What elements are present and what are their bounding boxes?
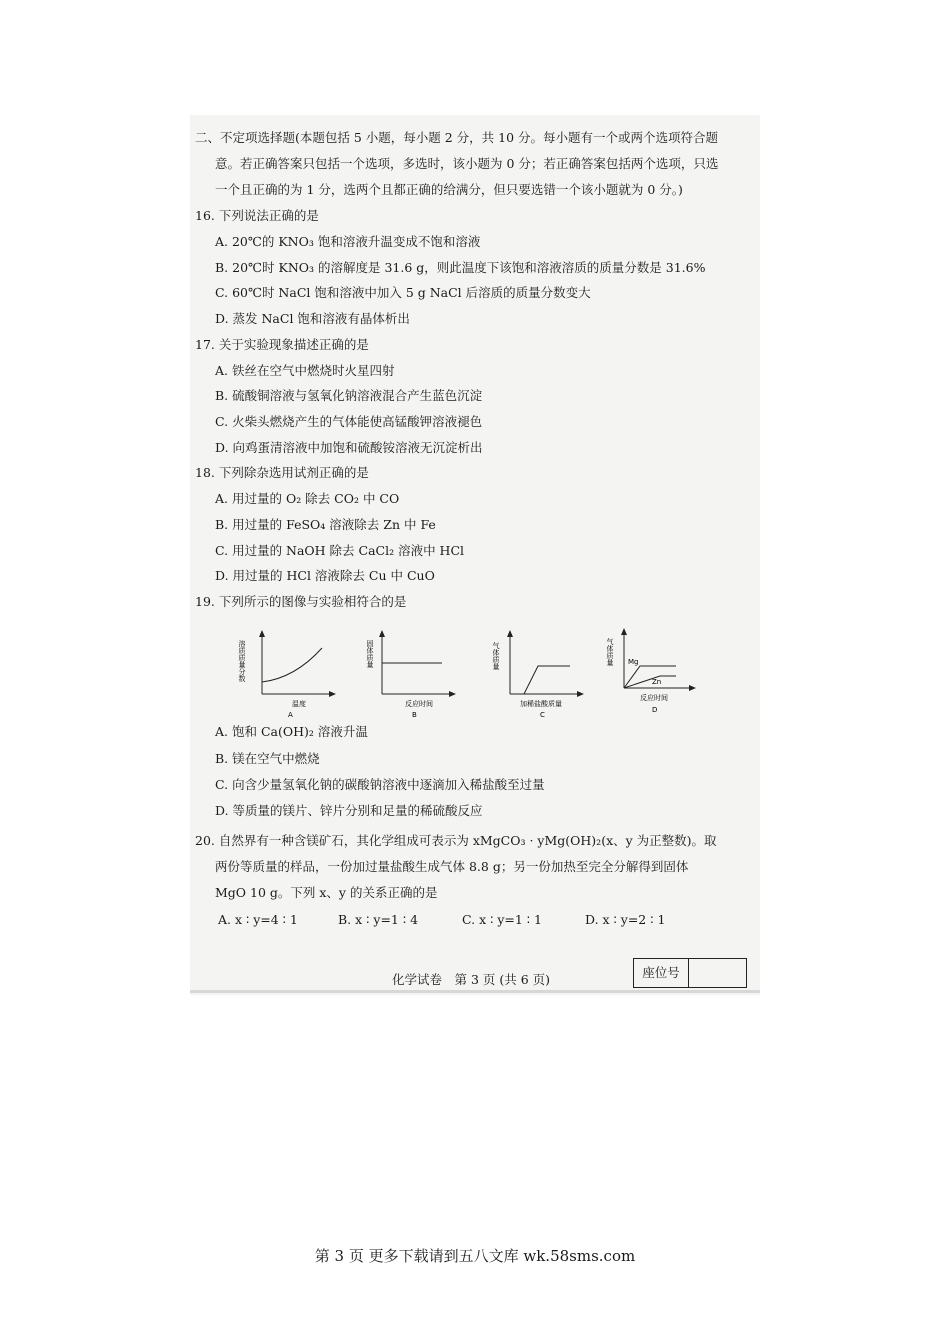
question-16-option-a: A. 20℃的 KNO₃ 饱和溶液升温变成不饱和溶液 (215, 234, 481, 249)
download-footer: 第 3 页 更多下载请到五八文库 wk.58sms.com (314, 1247, 636, 1265)
question-17-option-c: C. 火柴头燃烧产生的气体能使高锰酸钾溶液褪色 (215, 414, 483, 429)
question-17-option-b: B. 硫酸铜溶液与氢氧化钠溶液混合产生蓝色沉淀 (215, 388, 483, 403)
question-18-option-c: C. 用过量的 NaOH 除去 CaCl₂ 溶液中 HCl (215, 543, 465, 558)
section-instructions-line-2: 意。若正确答案只包括一个选项，多选时，该小题为 0 分；若正确答案包括两个选项，只选 (215, 156, 719, 171)
graph-d-series-mg: Mg (628, 658, 639, 666)
graph-d-xlabel: 反应时间 (640, 694, 668, 702)
graph-b (366, 630, 456, 719)
question-20-option-a: A. x ∶ y=4 ∶ 1 (218, 912, 298, 927)
graph-c (492, 630, 584, 719)
graph-a-caption: A (288, 711, 293, 719)
question-18-option-b: B. 用过量的 FeSO₄ 溶液除去 Zn 中 Fe (215, 517, 436, 532)
question-16-option-c: C. 60℃时 NaCl 饱和溶液中加入 5 g NaCl 后溶质的质量分数变大 (215, 285, 591, 300)
graph-b-xlabel: 反应时间 (405, 700, 433, 708)
graph-c-xlabel: 加稀盐酸质量 (520, 700, 562, 708)
question-16-stem: 16. 下列说法正确的是 (195, 208, 319, 223)
question-19-stem: 19. 下列所示的图像与实验相符合的是 (195, 594, 407, 609)
question-20-line-2: 两份等质量的样品，一份加过量盐酸生成气体 8.8 g；另一份加热至完全分解得到固体 (215, 859, 689, 874)
question-20-option-d: D. x ∶ y=2 ∶ 1 (585, 912, 666, 927)
exam-page-footer: 化学试卷 第 3 页 (共 6 页) (392, 972, 551, 987)
graph-a-ylabel: 溶质质量分数 (238, 640, 246, 682)
question-18-option-a: A. 用过量的 O₂ 除去 CO₂ 中 CO (215, 491, 400, 506)
graph-d (606, 628, 696, 714)
section-instructions-line-1: 二、不定项选择题(本题包括 5 小题，每小题 2 分，共 10 分。每小题有一个或两个选项符合题 (195, 130, 719, 145)
question-18-option-d: D. 用过量的 HCl 溶液除去 Cu 中 CuO (215, 568, 435, 583)
seat-number-label: 座位号 (634, 959, 689, 987)
question-19-option-c: C. 向含少量氢氧化钠的碳酸钠溶液中逐滴加入稀盐酸至过量 (215, 777, 545, 792)
question-19-option-d: D. 等质量的镁片、锌片分别和足量的稀硫酸反应 (215, 803, 483, 818)
graph-d-ylabel: 气体质量 (606, 638, 614, 666)
question-20-option-c: C. x ∶ y=1 ∶ 1 (462, 912, 542, 927)
graph-a-curve (262, 648, 322, 682)
question-17-option-a: A. 铁丝在空气中燃烧时火星四射 (215, 363, 395, 378)
question-16-option-d: D. 蒸发 NaCl 饱和溶液有晶体析出 (215, 311, 410, 326)
graph-d-caption: D (652, 706, 658, 714)
graph-a-xlabel: 温度 (292, 700, 306, 708)
graph-a (238, 630, 336, 719)
question-18-stem: 18. 下列除杂选用试剂正确的是 (195, 465, 369, 480)
graph-b-caption: B (412, 711, 417, 719)
question-20-option-b: B. x ∶ y=1 ∶ 4 (338, 912, 419, 927)
graph-d-mg-line (624, 666, 676, 688)
graph-c-caption: C (540, 711, 545, 719)
question-20-line-3: MgO 10 g。下列 x、y 的关系正确的是 (215, 885, 438, 900)
question-19-option-a: A. 饱和 Ca(OH)₂ 溶液升温 (215, 724, 368, 739)
graph-c-line (510, 666, 570, 694)
question-17-stem: 17. 关于实验现象描述正确的是 (195, 337, 369, 352)
graph-d-series-zn: Zn (652, 678, 662, 686)
page-bottom-rule (190, 990, 760, 993)
question-20-line-1: 20. 自然界有一种含镁矿石，其化学组成可表示为 xMgCO₃ · yMg(OH)₂(x、y 为正整数)。取 (195, 833, 717, 848)
question-19-graphs (240, 628, 710, 720)
question-16-option-b: B. 20℃时 KNO₃ 的溶解度是 31.6 g，则此温度下该饱和溶液溶质的质量分数是 31.6% (215, 260, 706, 275)
graph-b-ylabel: 固体质量 (366, 640, 374, 668)
graph-c-ylabel: 气体质量 (492, 642, 500, 670)
seat-number-box (633, 958, 747, 988)
question-17-option-d: D. 向鸡蛋清溶液中加饱和硫酸铵溶液无沉淀析出 (215, 440, 483, 455)
section-instructions-line-3: 一个且正确的为 1 分，选两个且都正确的给满分，但只要选错一个该小题就为 0 分。) (215, 182, 683, 197)
question-19-option-b: B. 镁在空气中燃烧 (215, 751, 320, 766)
